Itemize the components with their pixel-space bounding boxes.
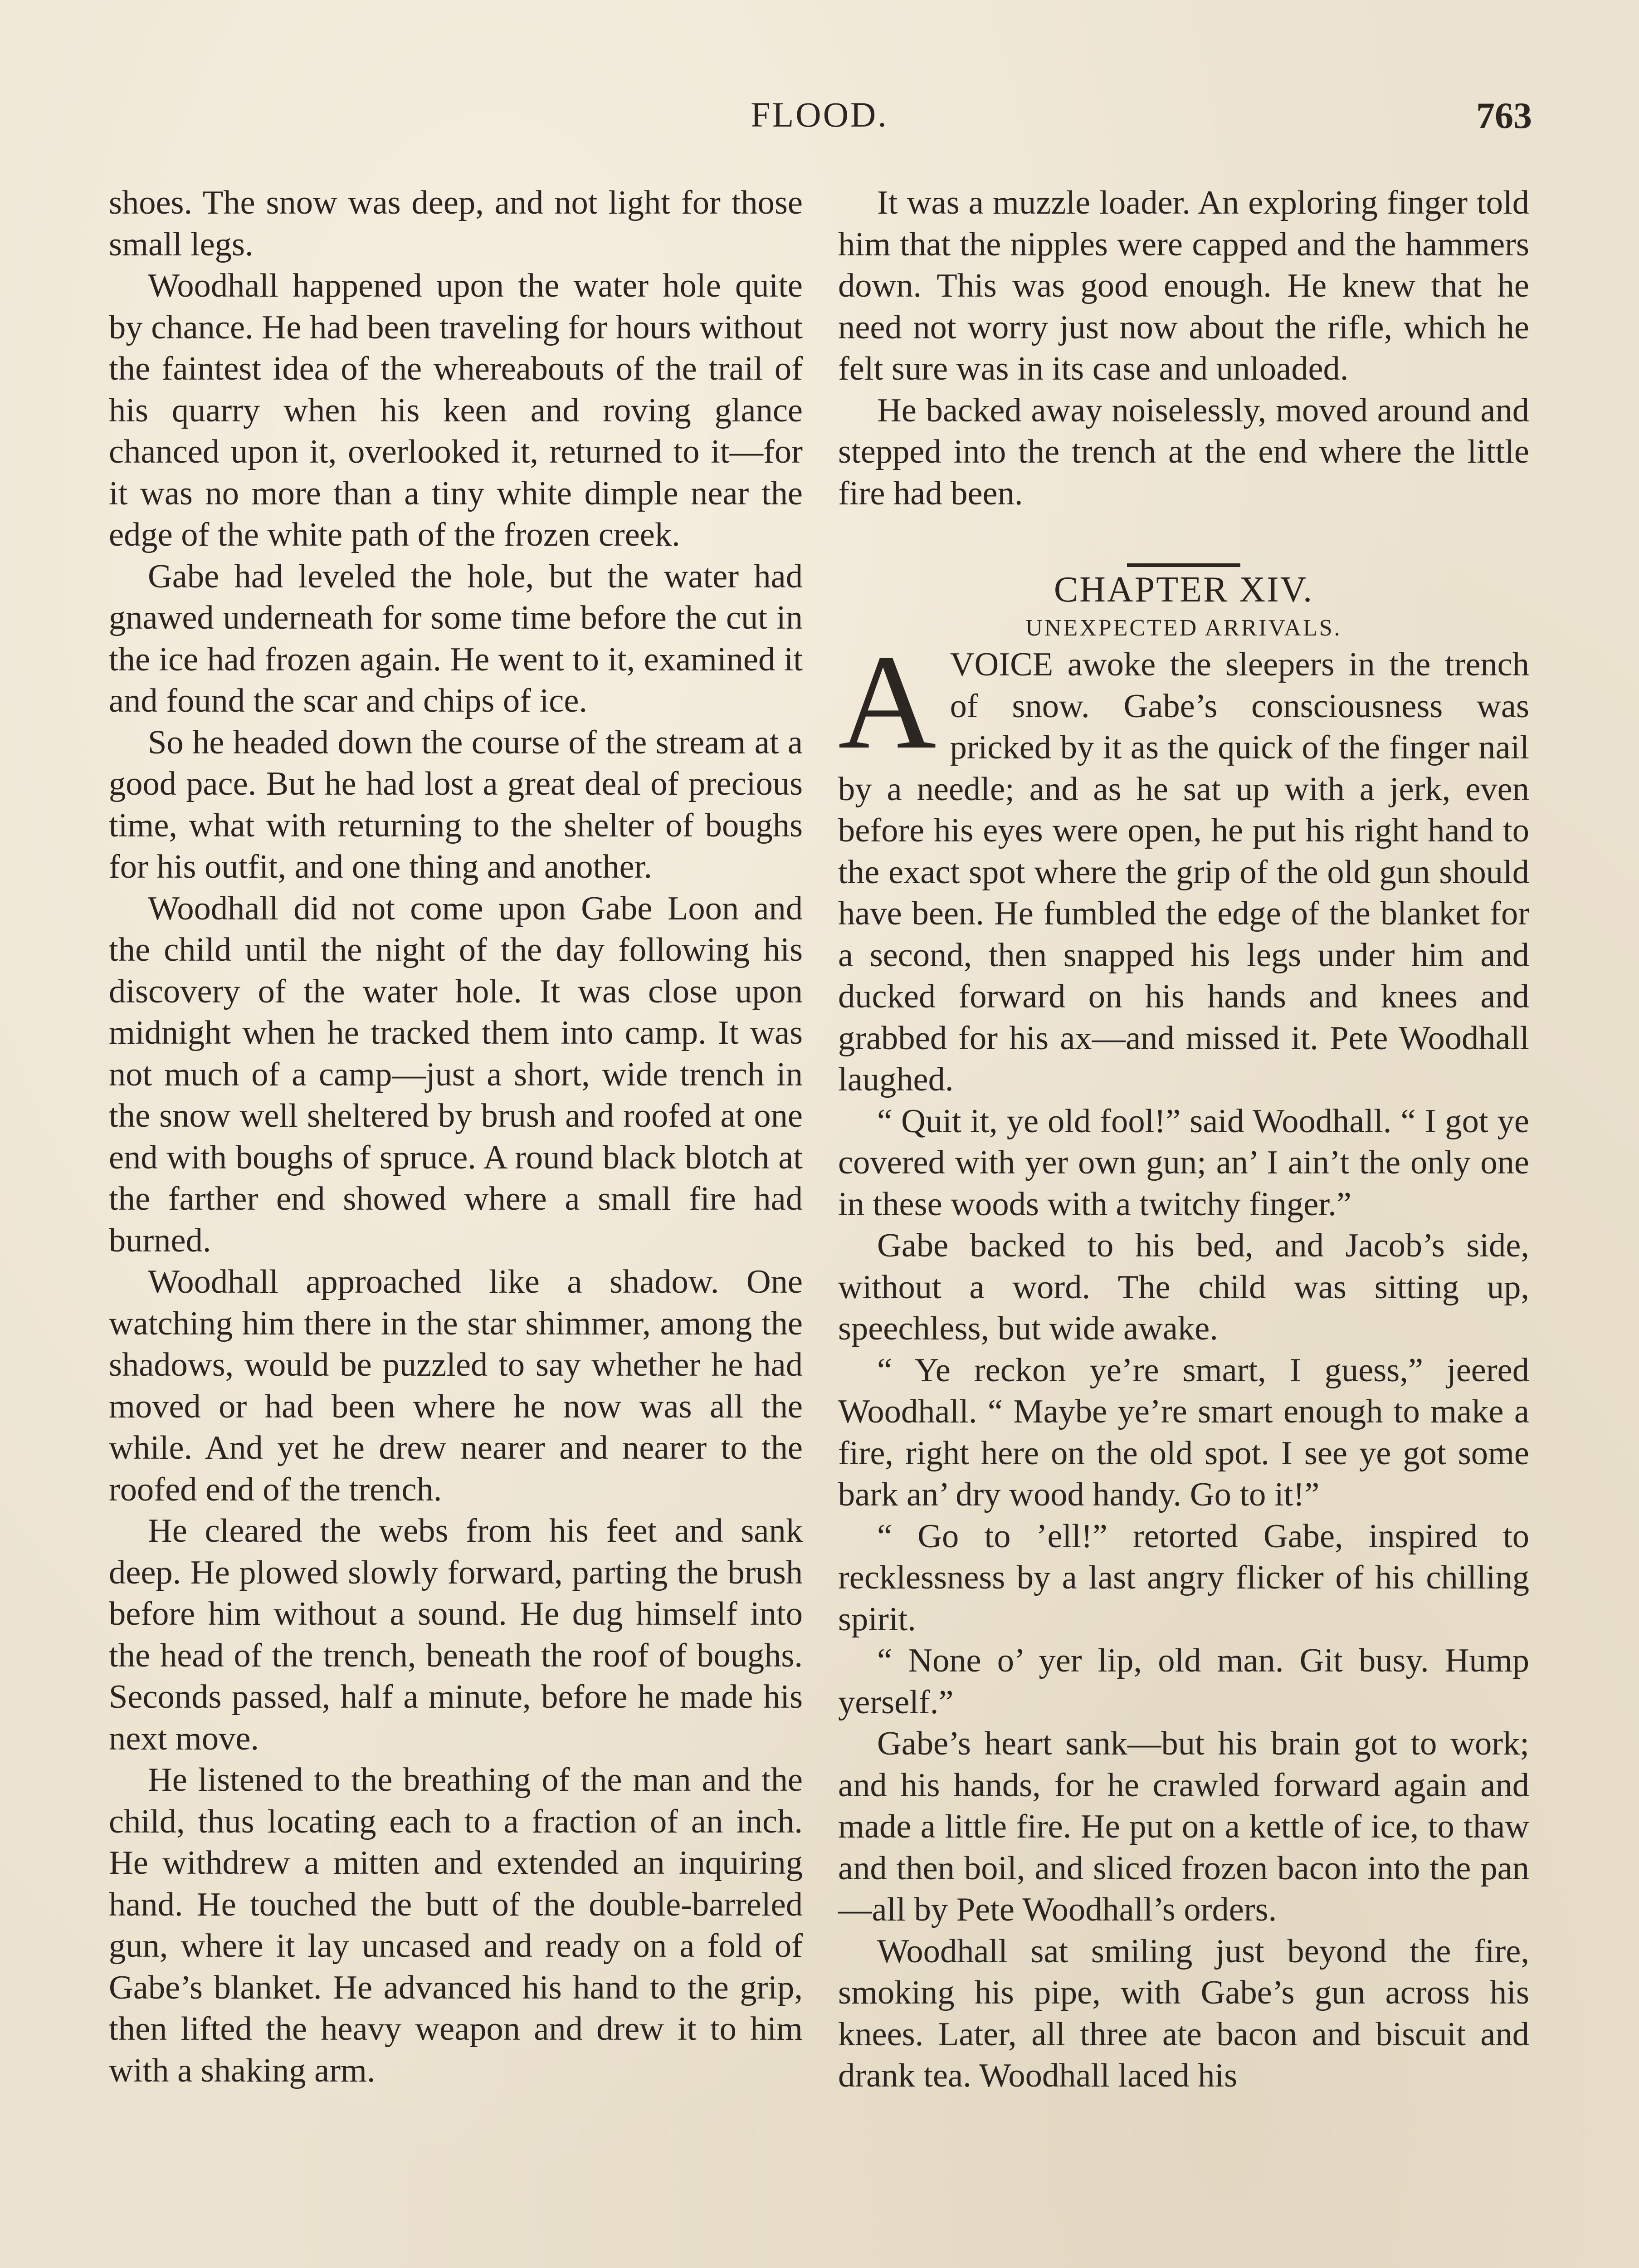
drop-cap: A [838, 626, 937, 777]
section-divider [1127, 563, 1240, 567]
paragraph: Gabe backed to his bed, and Jacob’s side, without a word. The child was sitting up, speechless, but wide awake. [838, 1227, 1529, 1347]
paragraph: So he headed down the course of the stream at a good pace. But he had lost a great deal of precious time, what with returning to the shelter of boughs for his outfit, and one thing and another. [109, 723, 803, 885]
paragraph: shoes. The snow was deep, and not light for those small legs. [109, 184, 803, 263]
left-column [109, 182, 803, 2092]
paragraph: He backed away noiselessly, moved around and stepped into the trench at the end where the little fire had been. [838, 391, 1529, 512]
paragraph: Woodhall approached like a shadow. One watching him there in the star shimmer, among the shadows, would be puzzled to say whether he had moved or had been where he now was all the while. And yet he drew nearer and nearer to the roofed end of the trench. [109, 1263, 803, 1508]
paragraph: “ Ye reckon ye’re smart, I guess,” jeered Woodhall. “ Maybe ye’re smart enough to make a fire, right here on the old spot. I see ye got some bark an’ dry wood handy. Go to it!” [838, 1351, 1529, 1513]
running-title: FLOOD. [751, 95, 888, 134]
paragraph: He cleared the webs from his feet and sank deep. He plowed slowly forward, parting the brush before him without a sound. He dug himself into the head of the trench, beneath the roof of boughs. Seconds passed, half a minute, before he made his next move. [109, 1512, 803, 1757]
paragraph: Woodhall happened upon the water hole quite by chance. He had been traveling for hours without the faintest idea of the whereabouts of the trail of his quarry when his keen and roving glance chanced upon it, overlooked it, returned to it—for it was no more than a tiny white dimple near the edge of the white path of the frozen creek. [109, 267, 803, 553]
paragraph: “ Quit it, ye old fool!” said Woodhall. “ I got ye covered with yer own gun; an’ I ain’t the only one in these woods with a twitchy finger.” [838, 1102, 1529, 1223]
paragraph: Gabe had leveled the hole, but the water had gnawed underneath for some time before the cut in the ice had frozen again. He went to it, examined it and found the scar and chips of ice. [109, 557, 803, 719]
paragraph: Gabe’s heart sank—but his brain got to work; and his hands, for he crawled forward again and made a little fire. He put on a kettle of ice, to thaw and then boil, and sliced frozen bacon into the pan—all by Pete Woodhall’s orders. [838, 1725, 1529, 1928]
paragraph: It was a muzzle loader. An exploring finger told him that the nipples were capped and the hammers down. This was good enough. He knew that he need not worry just now about the rifle, which he felt sure was in its case and unloaded. [838, 184, 1529, 387]
paragraph: “ Go to ’ell!” retorted Gabe, inspired to recklessness by a last angry flicker of his chilling spirit. [838, 1517, 1529, 1638]
chapter-subtitle: UNEXPECTED ARRIVALS. [1025, 615, 1342, 641]
running-head [0, 94, 1639, 144]
paragraph: He listened to the breathing of the man and the child, thus locating each to a fraction of an inch. He withdrew a mitten and extended an inquiring hand. He touched the butt of the double-barreled gun, where it lay uncased and ready on a fold of Gabe’s blanket. He advanced his hand to the grip, then lifted the heavy weapon and drew it to him with a shaking arm. [109, 1761, 803, 2089]
page-number: 763 [1476, 95, 1532, 136]
paragraph: Woodhall did not come upon Gabe Loon and the child until the night of the day following his discovery of the water hole. It was close upon midnight when he tracked them into camp. It was not much of a camp—just a short, wide trench in the snow well sheltered by brush and roofed at one end with boughs of spruce. A round black blotch at the farther end showed where a small fire had burned. [109, 890, 803, 1259]
paragraph: “ None o’ yer lip, old man. Git busy. Hump yerself.” [838, 1642, 1529, 1721]
right-column [838, 182, 1529, 2097]
chapter-title: CHAPTER XIV. [1054, 570, 1314, 610]
opening-paragraph-text: VOICE awoke the sleepers in the trench of snow. Gabe’s consciousness was pricked by it as the quick of the finger nail by a needle; and as he sat up with a jerk, even before his eyes were open, he put his right hand to the exact spot where the grip of the old gun should have been. He fumbled the edge of the blanket for a second, then snapped his legs under him and ducked forward on his hands and knees and grabbed for his ax—and missed it. Pete Woodhall laughed. [838, 646, 1529, 1098]
paragraph: Woodhall sat smiling just beyond the fire, smoking his pipe, with Gabe’s gun across his knees. Later, all three ate bacon and biscuit and drank tea. Woodhall laced his [838, 1932, 1529, 2094]
